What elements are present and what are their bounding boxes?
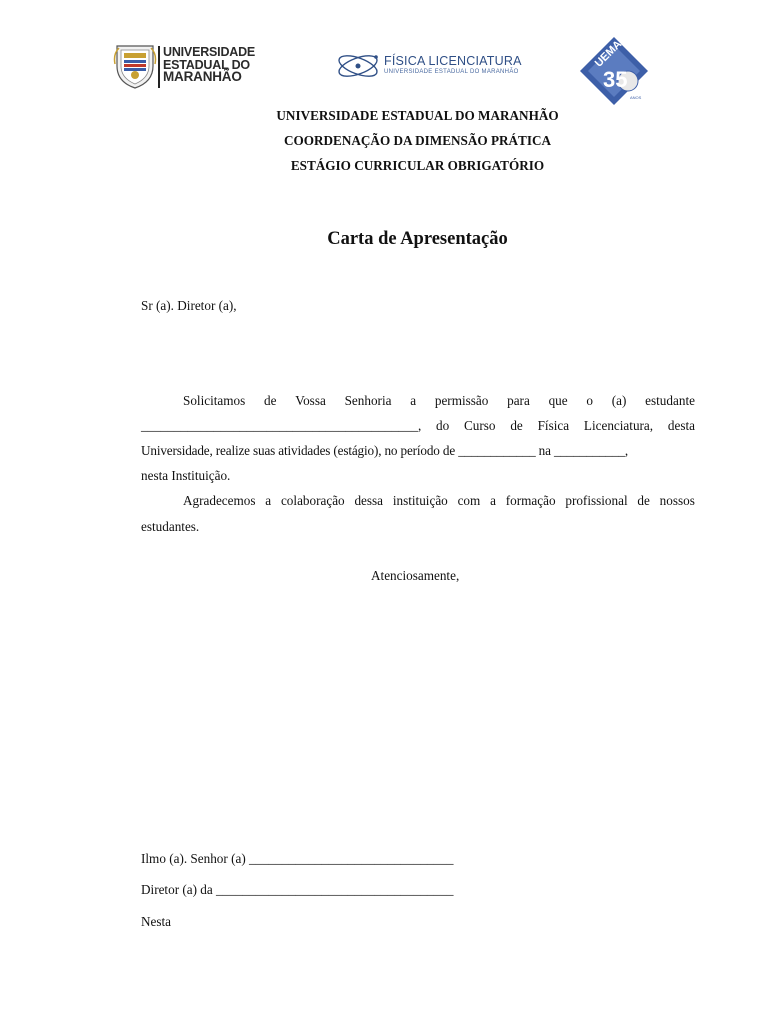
word: estudante bbox=[645, 393, 695, 408]
paragraph2-line2: estudantes. bbox=[141, 519, 200, 534]
header-university: UNIVERSIDADE ESTADUAL DO MARANHÃO bbox=[276, 108, 559, 123]
paragraph1-line1 bbox=[183, 393, 695, 409]
word: desta bbox=[667, 418, 695, 433]
word: com bbox=[457, 493, 481, 508]
anniversary-badge-icon bbox=[578, 35, 650, 107]
header-internship: ESTÁGIO CURRICULAR OBRIGATÓRIO bbox=[290, 158, 545, 173]
paragraph2-line1 bbox=[183, 493, 695, 509]
closing: Atenciosamente, bbox=[371, 568, 460, 583]
university-crest-icon bbox=[113, 42, 157, 90]
word: de bbox=[510, 418, 523, 433]
physics-course-title: FÍSICA LICENCIATURA bbox=[384, 54, 522, 68]
university-wordmark-line1: UNIVERSIDADE bbox=[163, 45, 256, 59]
word: (a) bbox=[611, 393, 627, 408]
word: para bbox=[507, 393, 530, 408]
salutation: Sr (a). Diretor (a), bbox=[141, 298, 237, 313]
director-line: Diretor (a) da ____________________________________ bbox=[141, 882, 454, 897]
addressee-line: Ilmo (a). Senhor (a) _______________________________ bbox=[141, 851, 454, 866]
letter-title: Carta de Apresentação bbox=[327, 229, 508, 249]
word: Senhoria bbox=[344, 393, 392, 408]
paragraph1-line3: Universidade, realize suas atividades (estágio), no período de ____________ na ___________, bbox=[141, 443, 628, 458]
physics-course-logo bbox=[336, 48, 522, 84]
atom-icon bbox=[336, 48, 382, 84]
university-wordmark bbox=[163, 46, 255, 84]
word: de bbox=[264, 393, 277, 408]
university-logo bbox=[113, 40, 256, 92]
logo-divider bbox=[158, 46, 160, 88]
word: a bbox=[410, 393, 417, 408]
word: profissional bbox=[565, 493, 628, 508]
word: dessa bbox=[354, 493, 384, 508]
word: o bbox=[586, 393, 593, 408]
paragraph1-line4: nesta Instituição. bbox=[141, 468, 231, 483]
word: a bbox=[490, 493, 496, 508]
paragraph1-line2 bbox=[141, 418, 695, 434]
anniversary-letters: UEMA bbox=[592, 38, 625, 70]
word: Vossa bbox=[295, 393, 326, 408]
word: Solicitamos bbox=[183, 393, 246, 408]
word: instituição bbox=[392, 493, 448, 508]
uema-35-years-logo bbox=[578, 35, 650, 107]
anniversary-small-text: ANOS bbox=[630, 95, 642, 100]
word: de bbox=[637, 493, 650, 508]
word: a bbox=[265, 493, 272, 508]
nesta-line: Nesta bbox=[141, 914, 172, 929]
word: Licenciatura, bbox=[583, 418, 654, 433]
anniversary-number: 35 bbox=[603, 67, 628, 92]
header-coordination: COORDENAÇÃO DA DIMENSÃO PRÁTICA bbox=[283, 133, 552, 148]
word: nossos bbox=[659, 493, 695, 508]
word: __________________________________________, bbox=[141, 418, 422, 433]
word: do bbox=[436, 418, 450, 433]
word: que bbox=[548, 393, 568, 408]
university-wordmark-line3: MARANHÃO bbox=[163, 69, 242, 84]
word: Agradecemos bbox=[183, 493, 256, 508]
word: Física bbox=[537, 418, 570, 433]
word: colaboração bbox=[280, 493, 345, 508]
word: permissão bbox=[434, 393, 489, 408]
physics-course-wordmark bbox=[384, 54, 522, 76]
university-wordmark-line2: ESTADUAL DO bbox=[163, 57, 250, 72]
word: formação bbox=[505, 493, 556, 508]
physics-course-subtitle: UNIVERSIDADE ESTADUAL DO MARANHÃO bbox=[384, 69, 519, 75]
word: Curso bbox=[464, 418, 496, 433]
